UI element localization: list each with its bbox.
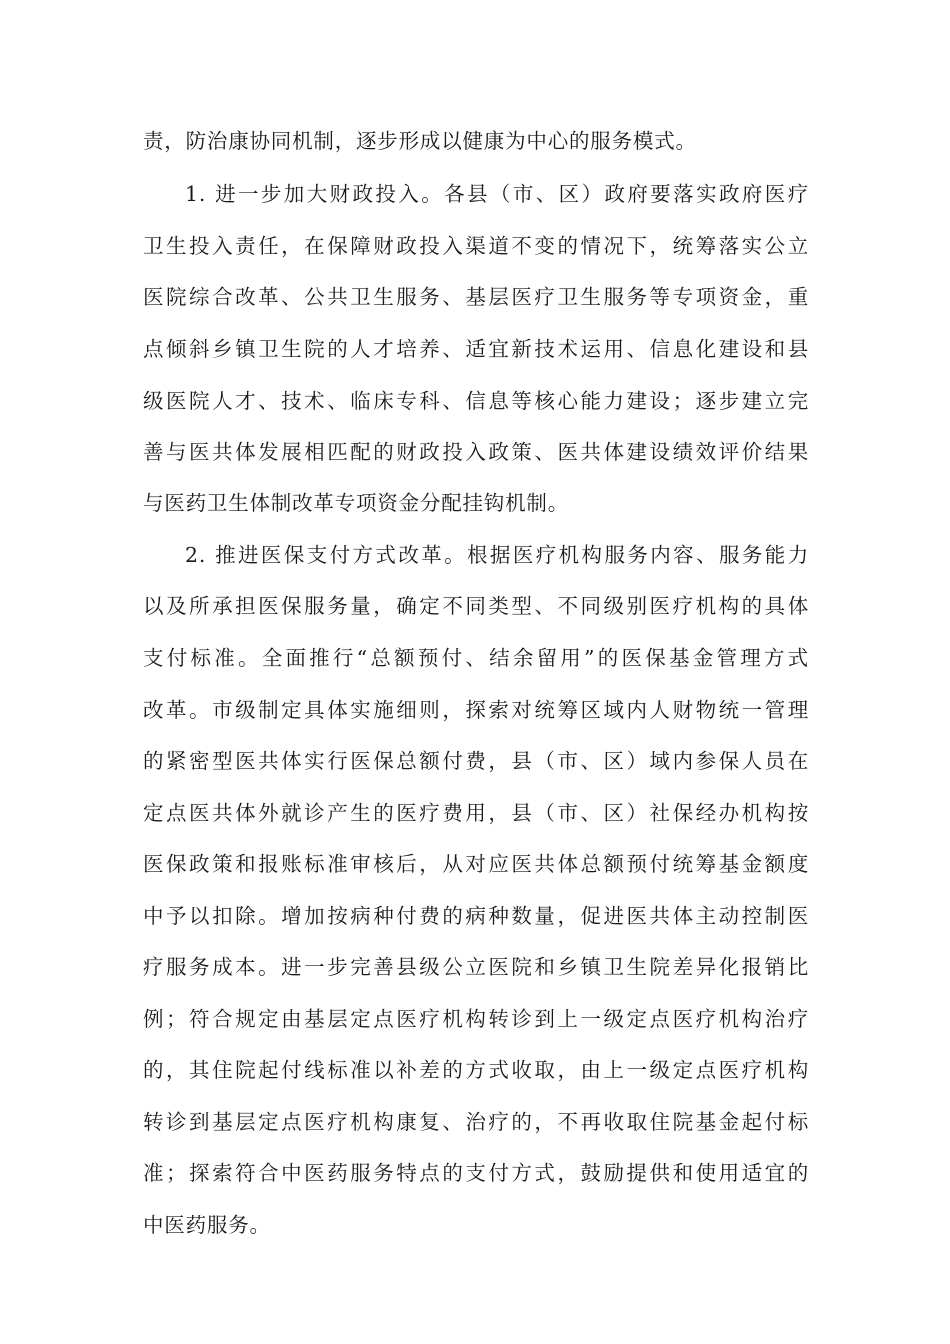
text-line: 医院综合改革、公共卫生服务、基层医疗卫生服务等专项资金，重: [143, 285, 809, 309]
text-line: 的，其住院起付线标准以补差的方式收取，由上一级定点医疗机构: [143, 1058, 809, 1082]
text-line: 支付标准。全面推行“总额预付、结余留用”的医保基金管理方式: [143, 646, 809, 670]
text-line: 中医药服务。: [143, 1213, 271, 1237]
text-line: 转诊到基层定点医疗机构康复、治疗的，不再收取住院基金起付标: [143, 1110, 809, 1134]
text-line: 责，防治康协同机制，逐步形成以健康为中心的服务模式。: [143, 129, 697, 153]
text-line: 卫生投入责任，在保障财政投入渠道不变的情况下，统筹落实公立: [143, 234, 809, 258]
text-line: 中予以扣除。增加按病种付费的病种数量，促进医共体主动控制医: [143, 904, 809, 928]
text-line: 准；探索符合中医药服务特点的支付方式，鼓励提供和使用适宜的: [143, 1161, 809, 1185]
text-line: 2. 推进医保支付方式改革。根据医疗机构服务内容、服务能力: [185, 543, 809, 567]
text-line: 例；符合规定由基层定点医疗机构转诊到上一级定点医疗机构治疗: [143, 1007, 809, 1031]
text-line: 与医药卫生体制改革专项资金分配挂钩机制。: [143, 491, 569, 515]
text-line: 1. 进一步加大财政投入。各县（市、区）政府要落实政府医疗: [185, 182, 809, 206]
text-line: 定点医共体外就诊产生的医疗费用，县（市、区）社保经办机构按: [143, 801, 809, 825]
text-line: 的紧密型医共体实行医保总额付费，县（市、区）域内参保人员在: [143, 749, 809, 773]
text-line: 医保政策和报账标准审核后，从对应医共体总额预付统筹基金额度: [143, 852, 809, 876]
text-line: 点倾斜乡镇卫生院的人才培养、适宜新技术运用、信息化建设和县: [143, 337, 809, 361]
text-line: 善与医共体发展相匹配的财政投入政策、医共体建设绩效评价结果: [143, 440, 809, 464]
text-line: 级医院人才、技术、临床专科、信息等核心能力建设；逐步建立完: [143, 389, 809, 413]
text-line: 以及所承担医保服务量，确定不同类型、不同级别医疗机构的具体: [143, 594, 809, 618]
text-line: 疗服务成本。进一步完善县级公立医院和乡镇卫生院差异化报销比: [143, 955, 809, 979]
text-line: 改革。市级制定具体实施细则，探索对统筹区域内人财物统一管理: [143, 698, 809, 722]
